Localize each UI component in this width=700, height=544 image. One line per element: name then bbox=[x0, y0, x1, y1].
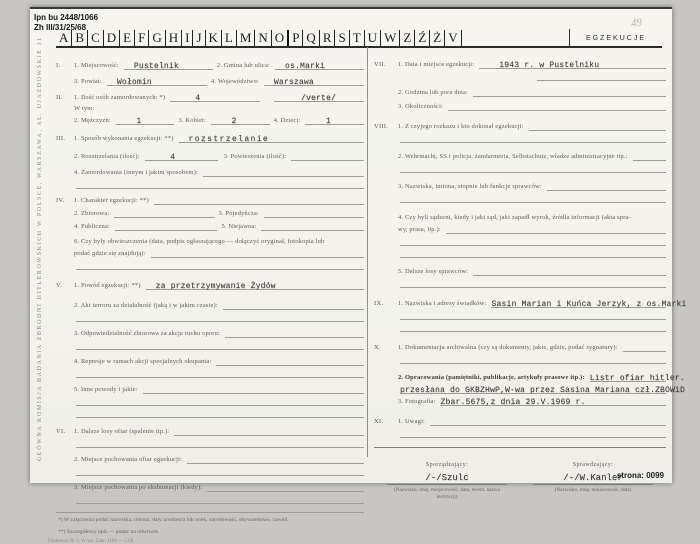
section-numeral: X. bbox=[374, 344, 381, 351]
field-value: za przetrzymywanie Żydów bbox=[155, 282, 276, 291]
form-row bbox=[56, 328, 364, 338]
footnote-double-asterisk: **) Szczegółowy opis — podać na odwrocie. bbox=[58, 528, 160, 535]
form-row bbox=[56, 133, 364, 143]
field-line bbox=[261, 221, 364, 231]
form-row bbox=[56, 179, 364, 189]
field-line bbox=[174, 426, 364, 436]
field-line bbox=[400, 354, 666, 364]
letter-cell: N bbox=[255, 30, 271, 46]
field-line bbox=[473, 266, 666, 276]
field-line bbox=[146, 280, 364, 290]
form-row bbox=[374, 354, 666, 364]
field-label: W tym: bbox=[74, 105, 95, 112]
field-line bbox=[529, 121, 666, 131]
field-label: 2. Wehrmacht, SS i policja, żandarmeria, Selbstschutz, władze administracyjne itp.: bbox=[398, 153, 628, 160]
field-line bbox=[216, 356, 364, 366]
field-line bbox=[76, 312, 364, 322]
letter-cell: Ż bbox=[430, 30, 445, 46]
signature-block bbox=[374, 462, 666, 502]
form-row bbox=[56, 466, 364, 476]
header-spacer bbox=[462, 29, 569, 46]
field-label: 3. Nazwiska, imiona, stopnie lub funkcje sprawców: bbox=[398, 183, 542, 190]
form-row bbox=[56, 208, 364, 218]
preparer-name: /-/Szulc bbox=[425, 473, 469, 483]
field-value: 4 bbox=[170, 153, 176, 162]
field-value: rozstrzelanie bbox=[188, 135, 270, 144]
commission-side-caption: GŁÓWNA KOMISJA BADANIA ZBRODNI HITLEROWSKICH W POLSCE, WARSZAWA, AL. UJAZDOWSKIE 11 bbox=[37, 36, 43, 461]
form-row bbox=[374, 384, 686, 395]
field-line bbox=[400, 278, 666, 288]
field-value: 1943 r. w Pustelniku bbox=[499, 61, 600, 70]
field-label: 3. Miejsce pochowania po ekshumacji (kiedy): bbox=[74, 484, 203, 491]
section-numeral: IX. bbox=[374, 300, 384, 307]
field-line bbox=[76, 260, 364, 270]
field-label: 4. Publiczna: bbox=[74, 223, 110, 230]
form-row bbox=[374, 213, 666, 222]
field-line bbox=[76, 408, 364, 418]
letter-cell: J bbox=[193, 30, 205, 46]
letter-cell: C bbox=[88, 30, 104, 46]
form-row bbox=[374, 428, 666, 438]
form-row bbox=[374, 342, 666, 352]
field-label: 2. Gmina lub ulica: bbox=[216, 62, 270, 69]
section-numeral: XI. bbox=[374, 418, 384, 425]
field-line bbox=[547, 181, 666, 191]
field-label: 5. Inne powody i jakie: bbox=[74, 386, 138, 393]
form-row bbox=[56, 237, 364, 246]
handwritten-page-mark: 49 bbox=[630, 16, 643, 30]
letter-cell: A bbox=[56, 30, 72, 46]
section-numeral: I. bbox=[56, 62, 61, 69]
field-value: Zbar.5675,z dnia 29.V.1969 r. bbox=[440, 398, 586, 407]
field-line bbox=[491, 298, 687, 309]
field-line bbox=[291, 151, 364, 161]
letter-cell: G bbox=[149, 30, 165, 46]
field-label: 4. Zamordowania (innym i jakim sposobem): bbox=[74, 169, 198, 176]
field-label: 1. Data i miejsce egzekucji: bbox=[398, 61, 475, 68]
field-line bbox=[76, 368, 364, 378]
field-label: 3. Powieszenia (ilość): bbox=[223, 153, 287, 160]
field-label: 2. Rozstrzelania (ilość): bbox=[74, 153, 140, 160]
letter-cell: I bbox=[182, 30, 193, 46]
field-label: 2. Godzina lub pora dnia: bbox=[398, 89, 468, 96]
field-value: Listr ofiar hitler. bbox=[589, 374, 685, 383]
letter-cell: U bbox=[365, 30, 381, 46]
form-row bbox=[56, 300, 364, 310]
form-row bbox=[374, 396, 666, 406]
field-line bbox=[114, 208, 214, 218]
form-row bbox=[56, 340, 364, 350]
signature-line bbox=[533, 484, 653, 485]
footnote-asterisk: *) W załączeniu podać nazwiska, imiona, daty urodzenia lub wiek, narodowość, obywatelstwo, zawód. bbox=[58, 517, 289, 523]
form-row bbox=[374, 71, 666, 81]
form-left-column bbox=[48, 57, 364, 544]
section-numeral: V. bbox=[56, 282, 63, 289]
field-value: przesłana do GKBZHwP,W-wa przez Sasina Mariana czł.ZBOWiD bbox=[400, 386, 686, 395]
field-line bbox=[225, 328, 364, 338]
form-row bbox=[374, 322, 666, 332]
field-line bbox=[223, 300, 364, 310]
field-line bbox=[446, 224, 666, 234]
field-line bbox=[107, 76, 207, 86]
form-row bbox=[374, 133, 666, 143]
form-row bbox=[56, 104, 364, 113]
preparer-signature bbox=[374, 462, 520, 502]
field-label: 4. Czy byli sądzeni, kiedy i jaki sąd, jaki zapadł wyrok, źródła informacji (akta spra- bbox=[398, 214, 631, 221]
form-row bbox=[374, 59, 666, 69]
section-numeral: VI. bbox=[56, 428, 66, 435]
field-line bbox=[305, 115, 364, 125]
letter-cell: L bbox=[222, 30, 237, 46]
field-line bbox=[430, 416, 666, 426]
form-row bbox=[56, 408, 364, 418]
form-row bbox=[56, 151, 364, 161]
form-row bbox=[56, 167, 364, 177]
form-row bbox=[56, 482, 364, 492]
field-label: 4. Województwo: bbox=[211, 78, 259, 85]
section-numeral: VIII. bbox=[374, 123, 389, 130]
stamp-line-1: Ipn bu 2448/1066 bbox=[34, 13, 99, 22]
letter-cell: E bbox=[120, 30, 135, 46]
letter-cell: F bbox=[135, 30, 149, 46]
form-row bbox=[56, 384, 364, 394]
verifier-caption: (Nazwisko, imię, miejscowość, data) bbox=[554, 487, 632, 493]
form-row bbox=[374, 151, 666, 161]
form-row bbox=[374, 310, 666, 320]
field-label: 5. Niejawna: bbox=[221, 223, 257, 230]
field-line bbox=[143, 384, 364, 394]
field-line bbox=[400, 384, 686, 395]
form-row bbox=[374, 163, 666, 173]
field-line bbox=[154, 195, 364, 205]
form-row bbox=[56, 221, 364, 231]
letter-cell: Q bbox=[303, 30, 319, 46]
field-label: 4. Represje w ramach akcji specjalnych okupanta: bbox=[74, 358, 212, 365]
field-label: 1. Miejscowość: bbox=[74, 62, 119, 69]
preparer-caption: (Nazwisko, imię, miejscowość, data, ewent. nazwa instytucji) bbox=[394, 487, 500, 501]
form-row bbox=[374, 87, 666, 97]
field-line bbox=[76, 340, 364, 350]
form-row bbox=[374, 224, 666, 234]
section-numeral: III. bbox=[56, 135, 66, 142]
form-row bbox=[56, 260, 364, 270]
form-row bbox=[374, 372, 685, 383]
form-row bbox=[56, 454, 364, 464]
field-label: wy, prasa, itp.): bbox=[398, 226, 441, 233]
form-row bbox=[374, 248, 666, 258]
letter-cell: M bbox=[237, 30, 256, 46]
scanned-form-page bbox=[30, 7, 687, 544]
letter-cell: Ź bbox=[415, 30, 430, 46]
section-numeral: VII. bbox=[374, 61, 386, 68]
form-row bbox=[374, 298, 687, 309]
field-line bbox=[211, 115, 270, 125]
verifier-signature bbox=[520, 462, 666, 502]
form-row bbox=[374, 416, 666, 426]
field-label: 1. Ilość osób zamordowanych: *) bbox=[74, 94, 166, 101]
form-row bbox=[56, 76, 364, 86]
form-row bbox=[56, 115, 364, 125]
field-line bbox=[400, 163, 666, 173]
field-value: 1 bbox=[136, 117, 142, 126]
field-line bbox=[473, 87, 666, 97]
letter-cell: V bbox=[445, 30, 461, 46]
field-line bbox=[124, 60, 213, 70]
field-line bbox=[203, 167, 364, 177]
field-label: 1. Sposób wykonania egzekucji: **) bbox=[74, 135, 174, 142]
field-line bbox=[76, 494, 364, 504]
form-row bbox=[374, 236, 666, 246]
form-row bbox=[56, 396, 364, 406]
field-line bbox=[274, 92, 364, 102]
section-numeral: II. bbox=[56, 94, 63, 101]
field-label: 1. Dokumentacja archiwalna (czy są dokumenty, jakie, gdzie, podać sygnatury): bbox=[398, 344, 618, 351]
letter-cell: H bbox=[166, 30, 182, 46]
footnote-rule bbox=[56, 512, 364, 513]
form-row bbox=[374, 193, 666, 203]
field-value: Wołomin bbox=[116, 78, 152, 87]
field-line bbox=[589, 372, 685, 383]
verifier-name: /-/W.Kanler bbox=[563, 473, 623, 483]
field-label: 5. Dalsze losy sprawców: bbox=[398, 268, 469, 275]
form-row bbox=[56, 195, 364, 205]
field-line bbox=[400, 193, 666, 203]
field-label: 4. Dzieci: bbox=[273, 117, 301, 124]
field-line bbox=[633, 151, 666, 161]
field-label: 3. Powiat: bbox=[74, 78, 102, 85]
letter-cell: Z bbox=[400, 30, 415, 46]
field-label: 2. Akt terroru za działalność (jaką i w jakim czasie): bbox=[74, 302, 218, 309]
form-row bbox=[56, 438, 364, 448]
form-row bbox=[374, 266, 666, 276]
field-label: 3. Kobiet: bbox=[178, 117, 206, 124]
field-line bbox=[76, 179, 364, 189]
field-line bbox=[207, 482, 364, 492]
letter-cell: S bbox=[335, 30, 349, 46]
field-line bbox=[264, 76, 364, 86]
field-label: 2. Opracowania (pamiętniki, publikacje, artykuły prasowe itp.): bbox=[398, 374, 585, 381]
form-row bbox=[56, 248, 364, 258]
form-row bbox=[56, 494, 364, 504]
field-label: 6. Czy były obwieszczenia (data, podpis ogłaszającego — dołączyć oryginał, fotokopia lub bbox=[74, 238, 325, 245]
field-label: 3. Okoliczności: bbox=[398, 103, 444, 110]
field-value: Pustelnik bbox=[133, 62, 179, 71]
signature-section-rule bbox=[374, 447, 666, 448]
alphabet-index bbox=[56, 29, 462, 46]
field-label: 2. Mężczyzn: bbox=[74, 117, 111, 124]
field-line bbox=[151, 248, 364, 258]
form-title: EGZEKUCJE bbox=[569, 29, 662, 46]
letter-cell: K bbox=[206, 30, 222, 46]
form-row bbox=[56, 356, 364, 366]
preparer-title: Sporządzający: bbox=[425, 462, 469, 468]
field-value: os.Marki bbox=[284, 62, 325, 71]
field-line bbox=[116, 115, 175, 125]
verifier-title: Sprawdzający: bbox=[572, 462, 614, 468]
field-value: 2 bbox=[231, 117, 237, 126]
field-line bbox=[264, 208, 364, 218]
field-label: 2. Miejsce pochowania ofiar egzekucji: bbox=[74, 456, 183, 463]
form-right-column bbox=[374, 55, 687, 502]
letter-cell: B bbox=[72, 30, 88, 46]
letter-cell: R bbox=[320, 30, 336, 46]
field-label: 1. Powód egzekucji: **) bbox=[74, 282, 141, 289]
form-row bbox=[56, 426, 364, 436]
field-line bbox=[440, 396, 666, 406]
field-line bbox=[170, 92, 260, 102]
field-label: 3. Pojedyńcza: bbox=[218, 210, 259, 217]
form-row bbox=[374, 181, 666, 191]
form-row bbox=[56, 368, 364, 378]
letter-cell: T bbox=[350, 30, 365, 46]
field-line bbox=[275, 60, 364, 70]
letter-cell: P bbox=[289, 30, 303, 46]
field-line bbox=[115, 221, 218, 231]
field-line bbox=[400, 322, 666, 332]
page-number: strona: 0099 bbox=[616, 471, 664, 480]
field-line bbox=[145, 151, 218, 161]
letter-cell: O bbox=[272, 30, 289, 46]
field-line bbox=[76, 396, 364, 406]
field-line bbox=[479, 59, 666, 69]
field-value: 4 bbox=[195, 94, 201, 103]
field-line bbox=[537, 71, 666, 81]
field-label: 1. Uwagi: bbox=[398, 418, 425, 425]
form-row bbox=[374, 101, 666, 111]
form-row bbox=[56, 60, 364, 70]
field-label: podać gdzie się znajdują): bbox=[74, 250, 146, 257]
field-label: 1. Dalsze losy ofiar (spalenie itp.): bbox=[74, 428, 170, 435]
field-line bbox=[76, 438, 364, 448]
field-label: 1. Charakter egzekucji: **) bbox=[74, 197, 149, 204]
field-line bbox=[76, 466, 364, 476]
field-value: /verte/ bbox=[301, 94, 337, 103]
form-header bbox=[56, 29, 662, 48]
letter-cell: W bbox=[381, 30, 400, 46]
form-row bbox=[56, 280, 364, 290]
stamp-line-2: Zh III/31/25/68 bbox=[34, 23, 87, 33]
column-divider bbox=[367, 47, 368, 457]
field-line bbox=[187, 454, 364, 464]
section-numeral: IV. bbox=[56, 197, 65, 204]
field-line bbox=[400, 248, 666, 258]
field-value: Sasin Marian i Kuńca Jerzyk, z os.Marki bbox=[491, 300, 687, 309]
field-label: 1. Nazwiska i adresy świadków: bbox=[398, 300, 487, 307]
signature-line bbox=[387, 484, 507, 485]
form-row bbox=[374, 121, 666, 131]
letter-cell: D bbox=[104, 30, 120, 46]
field-line bbox=[400, 133, 666, 143]
field-line bbox=[448, 101, 666, 111]
field-value: Warszawa bbox=[273, 78, 314, 87]
field-line bbox=[623, 342, 666, 352]
field-line bbox=[400, 310, 666, 320]
form-row bbox=[374, 278, 666, 288]
field-line bbox=[400, 236, 666, 246]
field-label: 2. Zbiorowa: bbox=[74, 210, 110, 217]
form-row bbox=[56, 92, 364, 102]
field-label: 3. Fotografia: bbox=[398, 398, 436, 405]
print-shop-imprint: Drukarnia Nr 1, W-wa, Zam. 1169 — 5.68. bbox=[48, 539, 135, 544]
field-line bbox=[179, 133, 364, 143]
field-label: 1. Z czyjego rozkazu i kto dokonał egzekucji: bbox=[398, 123, 524, 130]
field-label: 3. Odpowiedzialność zbiorowa za akcje ruchu oporu: bbox=[74, 330, 220, 337]
form-row bbox=[56, 312, 364, 322]
field-line bbox=[400, 428, 666, 438]
field-value: 1 bbox=[325, 117, 331, 126]
